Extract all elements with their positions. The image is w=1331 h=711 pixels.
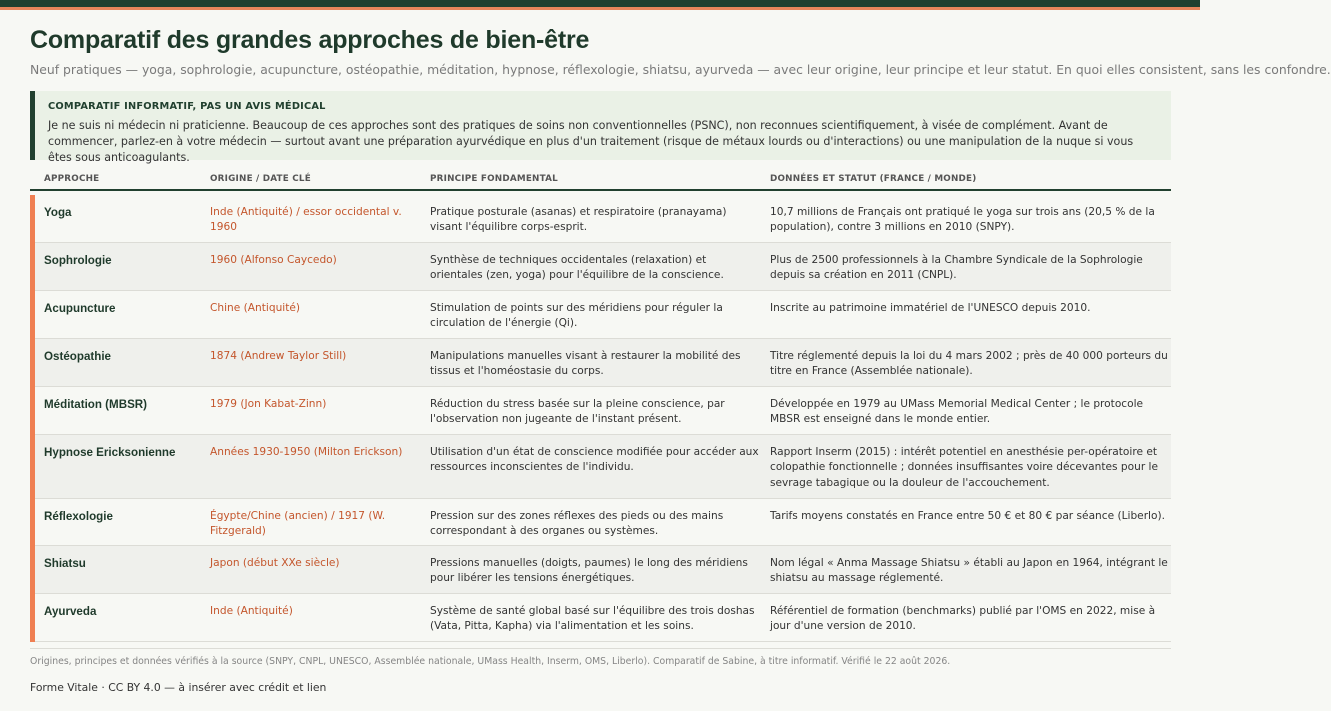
approach-principle: Utilisation d'un état de conscience modifiée pour accéder aux ressources inconscientes de l'individu. — [430, 446, 759, 474]
approach-origin: 1979 (Jon Kabat-Zinn) — [210, 398, 327, 410]
approach-origin: Inde (Antiquité) — [210, 605, 293, 617]
table-row — [30, 499, 1171, 546]
table-row — [30, 546, 1171, 594]
approach-name: Yoga — [44, 206, 72, 219]
approach-data: Titre réglementé depuis la loi du 4 mars 2002 ; près de 40 000 porteurs du titre en France (Assemblée nationale). — [770, 350, 1168, 378]
approach-data: Tarifs moyens constatés en France entre 50 € et 80 € par séance (Liberlo). — [770, 510, 1165, 522]
top-bar — [0, 0, 1200, 7]
approach-data: 10,7 millions de Français ont pratiqué le yoga sur trois ans (20,5 % de la population), contre 3 millions en 2010 (SNPY). — [770, 206, 1155, 234]
table-row — [30, 594, 1171, 642]
table-row — [30, 291, 1171, 339]
approach-origin: Égypte/Chine (ancien) / 1917 (W. Fitzgerald) — [210, 510, 386, 538]
approach-data: Nom légal « Anma Massage Shiatsu » établi au Japon en 1964, intégrant le shiatsu au massage réglementé. — [770, 557, 1168, 585]
header-data: DONNÉES ET STATUT (FRANCE / MONDE) — [770, 174, 977, 184]
approach-name: Méditation (MBSR) — [44, 398, 148, 411]
footer-divider — [30, 648, 1171, 649]
page-subtitle: Neuf pratiques — yoga, sophrologie, acupuncture, ostéopathie, méditation, hypnose, réflexologie, shiatsu, ayurveda — avec leur origine, leur principe et leur statut. En quoi elles consistent, sans les confondre. — [30, 62, 1331, 77]
table-row — [30, 339, 1171, 387]
approach-origin: Inde (Antiquité) / essor occidental v. 1960 — [210, 206, 402, 234]
approach-name: Réflexologie — [44, 510, 113, 523]
approach-name: Sophrologie — [44, 254, 112, 267]
approach-principle: Pression sur des zones réflexes des pieds ou des mains correspondant à des organes ou systèmes. — [430, 510, 724, 538]
approach-principle: Système de santé global basé sur l'équilibre des trois doshas (Vata, Pitta, Kapha) via l'alimentation et les soins. — [430, 605, 755, 633]
table-accent-bar — [30, 195, 35, 642]
approach-data: Rapport Inserm (2015) : intérêt potentiel en anesthésie per-opératoire et colopathie fonctionnelle ; données insuffisantes voire décevantes pour le sevrage tabagique ou la douleur de l'accouchement. — [770, 446, 1159, 489]
approach-origin: Japon (début XXe siècle) — [210, 557, 340, 569]
table-row — [30, 243, 1171, 291]
approach-principle: Pratique posturale (asanas) et respiratoire (pranayama) visant l'équilibre corps-esprit. — [430, 206, 727, 234]
page-title: Comparatif des grandes approches de bien-être — [30, 26, 590, 54]
approach-principle: Manipulations manuelles visant à restaurer la mobilité des tissus et l'homéostasie du corps. — [430, 350, 741, 378]
approach-origin: Années 1930-1950 (Milton Erickson) — [210, 446, 403, 458]
header-principle: PRINCIPE FONDAMENTAL — [430, 174, 558, 184]
approach-name: Ayurveda — [44, 605, 97, 618]
header-approach: APPROCHE — [44, 174, 100, 184]
table-header — [30, 170, 1171, 191]
approach-data: Plus de 2500 professionnels à la Chambre Syndicale de la Sophrologie depuis sa création en 2011 (CNPL). — [770, 254, 1143, 282]
approach-name: Shiatsu — [44, 557, 86, 570]
disclaimer-box — [30, 91, 1171, 164]
approach-principle: Pressions manuelles (doigts, paumes) le long des méridiens pour libérer les tensions énergétiques. — [430, 557, 748, 585]
approach-data: Référentiel de formation (benchmarks) publié par l'OMS en 2022, mise à jour d'une version de 2010. — [770, 605, 1156, 633]
approach-data: Développée en 1979 au UMass Memorial Medical Center ; le protocole MBSR est enseigné dans le monde entier. — [770, 398, 1144, 426]
approach-origin: 1874 (Andrew Taylor Still) — [210, 350, 347, 362]
approach-principle: Synthèse de techniques occidentales (relaxation) et orientales (zen, yoga) pour l'équilibre de la conscience. — [430, 254, 724, 282]
table-row — [30, 387, 1171, 435]
top-accent-bar — [0, 7, 1200, 10]
table-row — [30, 435, 1171, 499]
table-row — [30, 195, 1171, 243]
approach-name: Hypnose Ericksonienne — [44, 446, 176, 459]
approach-name: Acupuncture — [44, 302, 116, 315]
approach-data: Inscrite au patrimoine immatériel de l'UNESCO depuis 2010. — [770, 302, 1091, 314]
sources-note: Origines, principes et données vérifiés à la source (SNPY, CNPL, UNESCO, Assemblée nationale, UMass Health, Inserm, OMS, Liberlo). Comparatif de Sabine, à titre informatif. Vérifié le 22 août 2026. — [30, 656, 951, 667]
disclaimer-title: COMPARATIF INFORMATIF, PAS UN AVIS MÉDICAL — [48, 101, 326, 112]
approach-origin: Chine (Antiquité) — [210, 302, 301, 314]
approach-principle: Stimulation de points sur des méridiens pour réguler la circulation de l'énergie (Qi). — [430, 302, 723, 330]
approach-name: Ostéopathie — [44, 350, 111, 363]
approach-principle: Réduction du stress basée sur la pleine conscience, par l'observation non jugeante de l'instant présent. — [430, 398, 725, 426]
disclaimer-text: Je ne suis ni médecin ni praticienne. Beaucoup de ces approches sont des pratiques de soins non conventionnelles (PSNC), non reconnues scientifiquement, à visée de complément. Avant de commencer, parlez-en à votre médecin — surtout avant une préparation ayurvédique en plus d'un traitement (risque de métaux lourds ou d'interactions) ou une manipulation de la nuque si vous êtes sous anticoagulants. — [48, 119, 1134, 164]
approach-origin: 1960 (Alfonso Caycedo) — [210, 254, 337, 266]
header-origin: ORIGINE / DATE CLÉ — [210, 174, 311, 184]
license-credit: Forme Vitale · CC BY 4.0 — à insérer avec crédit et lien — [30, 681, 327, 694]
